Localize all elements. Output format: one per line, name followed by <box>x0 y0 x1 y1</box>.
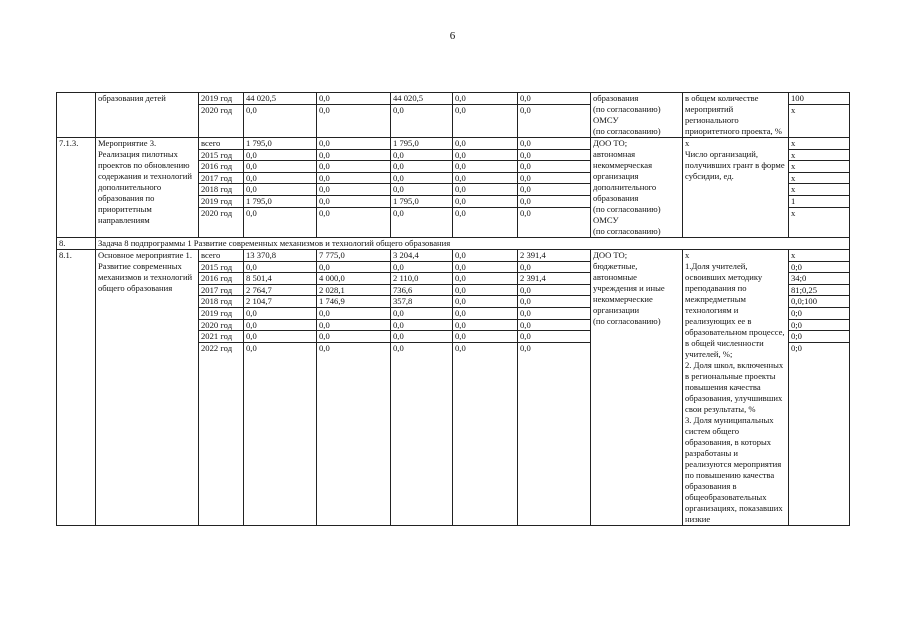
subrow-value: 0,0 <box>244 161 316 173</box>
subrow-value: 0,0 <box>518 262 590 274</box>
subrow-value: 0,0 <box>244 308 316 320</box>
subrow-value: 0,0 <box>246 104 257 115</box>
subrow-value: 0,0 <box>391 173 452 185</box>
years-cell <box>199 93 244 138</box>
subrow-value: 2 391,4 <box>518 250 590 262</box>
subrow-value: 0,0 <box>319 342 330 353</box>
subrow-value: 44 020,5 <box>391 93 452 105</box>
subrow-value: 0,0 <box>453 196 517 208</box>
subrow-value: 0,0 <box>317 138 390 150</box>
total-funding-cell <box>244 93 317 138</box>
subrow-value: 0;0 <box>789 331 849 343</box>
subrow-value: 0;0 <box>789 262 849 274</box>
subrow-value: 0,0 <box>453 173 517 185</box>
total-funding-cell <box>244 138 317 238</box>
subrow-value: 0,0 <box>317 173 390 185</box>
subrow-value: 0,0 <box>317 320 390 332</box>
subrow-value: 0,0 <box>317 308 390 320</box>
subrow-value: 0,0 <box>518 308 590 320</box>
subrow-value: 34;0 <box>789 273 849 285</box>
subrow-value: 2016 год <box>199 273 243 285</box>
years-cell <box>199 138 244 238</box>
indicator-values-cell <box>789 93 850 138</box>
subrow-value: 0,0 <box>317 196 390 208</box>
indicator-values-cell <box>789 250 850 526</box>
subrow-value: всего <box>199 138 243 150</box>
subrow-value: всего <box>199 250 243 262</box>
table-row-block-a <box>57 93 850 138</box>
subrow-value: 13 370,8 <box>244 250 316 262</box>
subrow-value: 2017 год <box>199 173 243 185</box>
subrow-value: 100 <box>789 93 849 105</box>
table-row-task <box>57 238 850 250</box>
funding-source-3-cell <box>391 250 453 526</box>
subrow-value: 0,0 <box>453 285 517 297</box>
subrow-value: 0,0 <box>391 308 452 320</box>
subrow-value: 2016 год <box>199 161 243 173</box>
subrow-value: 1 795,0 <box>244 196 316 208</box>
executor-cell: образования (по согласованию) ОМСУ (по согласованию) <box>591 93 683 138</box>
subrow-value: 0,0 <box>244 331 316 343</box>
subrow-value: 0,0 <box>391 161 452 173</box>
subrow-value: 2 764,7 <box>244 285 316 297</box>
funding-source-5-cell <box>518 93 591 138</box>
subrow-value: 7 775,0 <box>317 250 390 262</box>
subrow-value: 0,0 <box>520 342 531 353</box>
subrow-value: 2022 год <box>201 342 233 353</box>
subrow-value: 0,0 <box>317 93 390 105</box>
subrow-value: 2021 год <box>199 331 243 343</box>
subrow-value: 8 501,4 <box>244 273 316 285</box>
subrow-value: 2020 год <box>199 320 243 332</box>
subrow-value: 0,0 <box>391 331 452 343</box>
funding-source-4-cell <box>453 138 518 238</box>
event-name: Основное мероприятие 1. Развитие современных механизмов и технологий общего образования <box>96 250 199 526</box>
subrow-value: 0,0 <box>317 161 390 173</box>
subrow-value: 0,0 <box>244 262 316 274</box>
subrow-value: 0,0 <box>244 320 316 332</box>
funding-source-4-cell <box>453 93 518 138</box>
subrow-value: 0,0 <box>317 262 390 274</box>
subrow-value: х <box>789 138 849 150</box>
subrow-value: 2 391,4 <box>518 273 590 285</box>
subrow-value: 0,0 <box>393 207 404 218</box>
subrow-value: х <box>789 250 849 262</box>
subrow-value: 0;0 <box>789 320 849 332</box>
subrow-value: 2020 год <box>201 207 233 218</box>
subrow-value: 0,0 <box>453 138 517 150</box>
funding-source-5-cell <box>518 250 591 526</box>
funding-source-3-cell <box>391 93 453 138</box>
row-number: 8. <box>57 238 96 250</box>
subrow-value: 0,0 <box>518 285 590 297</box>
subrow-value: 1 746,9 <box>317 296 390 308</box>
table-row-block-c <box>57 250 850 526</box>
subrow-value: 0,0 <box>518 320 590 332</box>
subrow-value: 0,0 <box>319 104 330 115</box>
subrow-value: 2018 год <box>199 296 243 308</box>
subrow-value: 0,0 <box>453 150 517 162</box>
subrow-value: 0,0 <box>453 250 517 262</box>
subrow-value: 1 795,0 <box>391 138 452 150</box>
funding-source-2-cell <box>317 93 391 138</box>
subrow-value: 0,0 <box>455 207 466 218</box>
subrow-value: 0,0 <box>393 104 404 115</box>
subrow-value: 0,0 <box>453 296 517 308</box>
funding-source-4-cell <box>453 250 518 526</box>
subrow-value: 0,0 <box>391 150 452 162</box>
executor-cell: ДОО ТО; автономная некоммерческая организация дополнительного образования (по согласованию) ОМСУ (по согласованию) <box>591 138 683 238</box>
subrow-value: 1 795,0 <box>391 196 452 208</box>
subrow-value: 0,0 <box>520 207 531 218</box>
subrow-value: 0,0 <box>453 262 517 274</box>
subrow-value: 0,0 <box>391 262 452 274</box>
subrow-value: 2019 год <box>199 93 243 105</box>
subrow-value: 0,0 <box>518 173 590 185</box>
subrow-value: 2 104,7 <box>244 296 316 308</box>
subrow-value: 2019 год <box>199 308 243 320</box>
subrow-value: 0,0 <box>246 207 257 218</box>
funding-source-5-cell <box>518 138 591 238</box>
subrow-value: 2015 год <box>199 262 243 274</box>
subrow-value: 0,0 <box>455 342 466 353</box>
subrow-value: 0,0 <box>244 173 316 185</box>
subrow-value: 0,0 <box>518 184 590 196</box>
subrow-value: 0,0 <box>244 150 316 162</box>
indicator-cell: х 1.Доля учителей, освоивших методику преподавания по межпредметным технологиям и реализующих ее в образовательном процессе, в общей численности учителей, %; 2. Доля школ, включенных в региональные проекты повышения качества образования, улучшивших свои результаты, % 3. Доля муниципальных систем общего образования, в которых разработаны и реализуются мероприятия по повышению качества образования в общеобразовательных организациях, показавших низкие <box>683 250 789 526</box>
subrow-value: 0,0 <box>520 104 531 115</box>
subrow-value: 2019 год <box>199 196 243 208</box>
subrow-value: 44 020,5 <box>244 93 316 105</box>
subrow-value: 81;0,25 <box>789 285 849 297</box>
subrow-value: х <box>791 207 796 218</box>
event-name: Мероприятие 3. Реализация пилотных проектов по обновлению содержания и технологий дополнительного образования по приоритетным направлениям <box>96 138 199 238</box>
subrow-value: 0,0 <box>453 161 517 173</box>
subrow-value: 0,0 <box>518 93 590 105</box>
subrow-value: 2018 год <box>199 184 243 196</box>
task-heading: Задача 8 подпрограммы 1 Развитие современных механизмов и технологий общего образования <box>96 238 850 250</box>
subrow-value: 2 028,1 <box>317 285 390 297</box>
subrow-value: 0,0 <box>453 308 517 320</box>
subrow-value: 0,0 <box>391 184 452 196</box>
subrow-value: х <box>789 173 849 185</box>
subrow-value: 0,0 <box>453 93 517 105</box>
subrow-value: 1 795,0 <box>244 138 316 150</box>
subrow-value: 0,0;100 <box>789 296 849 308</box>
subrow-value: 357,8 <box>391 296 452 308</box>
subrow-value: 3 204,4 <box>391 250 452 262</box>
subrow-value: 0;0 <box>789 308 849 320</box>
subrow-value: 0,0 <box>393 342 404 353</box>
total-funding-cell <box>244 250 317 526</box>
indicator-values-cell <box>789 138 850 238</box>
row-number: 7.1.3. <box>57 138 96 238</box>
subrow-value: 0,0 <box>455 104 466 115</box>
subrow-value: 0,0 <box>518 138 590 150</box>
subrow-value: х <box>789 161 849 173</box>
row-number <box>57 93 96 138</box>
subrow-value: 736,6 <box>391 285 452 297</box>
indicator-cell: в общем количестве мероприятий регионального приоритетного проекта, % <box>683 93 789 138</box>
page-number: 6 <box>449 30 456 42</box>
subrow-value: 0,0 <box>518 161 590 173</box>
subrow-value: 0,0 <box>317 331 390 343</box>
funding-source-2-cell <box>317 138 391 238</box>
subrow-value: х <box>789 184 849 196</box>
subrow-value: 1 <box>789 196 849 208</box>
subrow-value: 2020 год <box>201 104 233 115</box>
subrow-value: 0,0 <box>518 331 590 343</box>
subrow-value: 0,0 <box>317 150 390 162</box>
subrow-value: 0,0 <box>246 342 257 353</box>
row-number: 8.1. <box>57 250 96 526</box>
funding-source-2-cell <box>317 250 391 526</box>
funding-source-3-cell <box>391 138 453 238</box>
subrow-value: 0,0 <box>453 184 517 196</box>
table-row-block-b <box>57 138 850 238</box>
subrow-value: 0,0 <box>518 296 590 308</box>
program-table <box>56 92 850 526</box>
subrow-value: 0,0 <box>391 320 452 332</box>
subrow-value: 2017 год <box>199 285 243 297</box>
executor-cell: ДОО ТО; бюджетные, автономные учреждения и иные некоммерческие организации (по согласованию) <box>591 250 683 526</box>
subrow-value: 0;0 <box>791 342 802 353</box>
subrow-value: 2 110,0 <box>391 273 452 285</box>
subrow-value: 4 000,0 <box>317 273 390 285</box>
subrow-value: х <box>791 104 796 115</box>
subrow-value: 0,0 <box>453 273 517 285</box>
subrow-value: 0,0 <box>453 320 517 332</box>
subrow-value: 0,0 <box>518 196 590 208</box>
subrow-value: 0,0 <box>244 184 316 196</box>
subrow-value: 0,0 <box>453 331 517 343</box>
subrow-value: 2015 год <box>199 150 243 162</box>
subrow-value: 0,0 <box>317 184 390 196</box>
indicator-cell: х Число организаций, получивших грант в форме субсидии, ед. <box>683 138 789 238</box>
subrow-value: 0,0 <box>518 150 590 162</box>
subrow-value: х <box>789 150 849 162</box>
subrow-value: 0,0 <box>319 207 330 218</box>
years-cell <box>199 250 244 526</box>
event-name: образования детей <box>96 93 199 138</box>
